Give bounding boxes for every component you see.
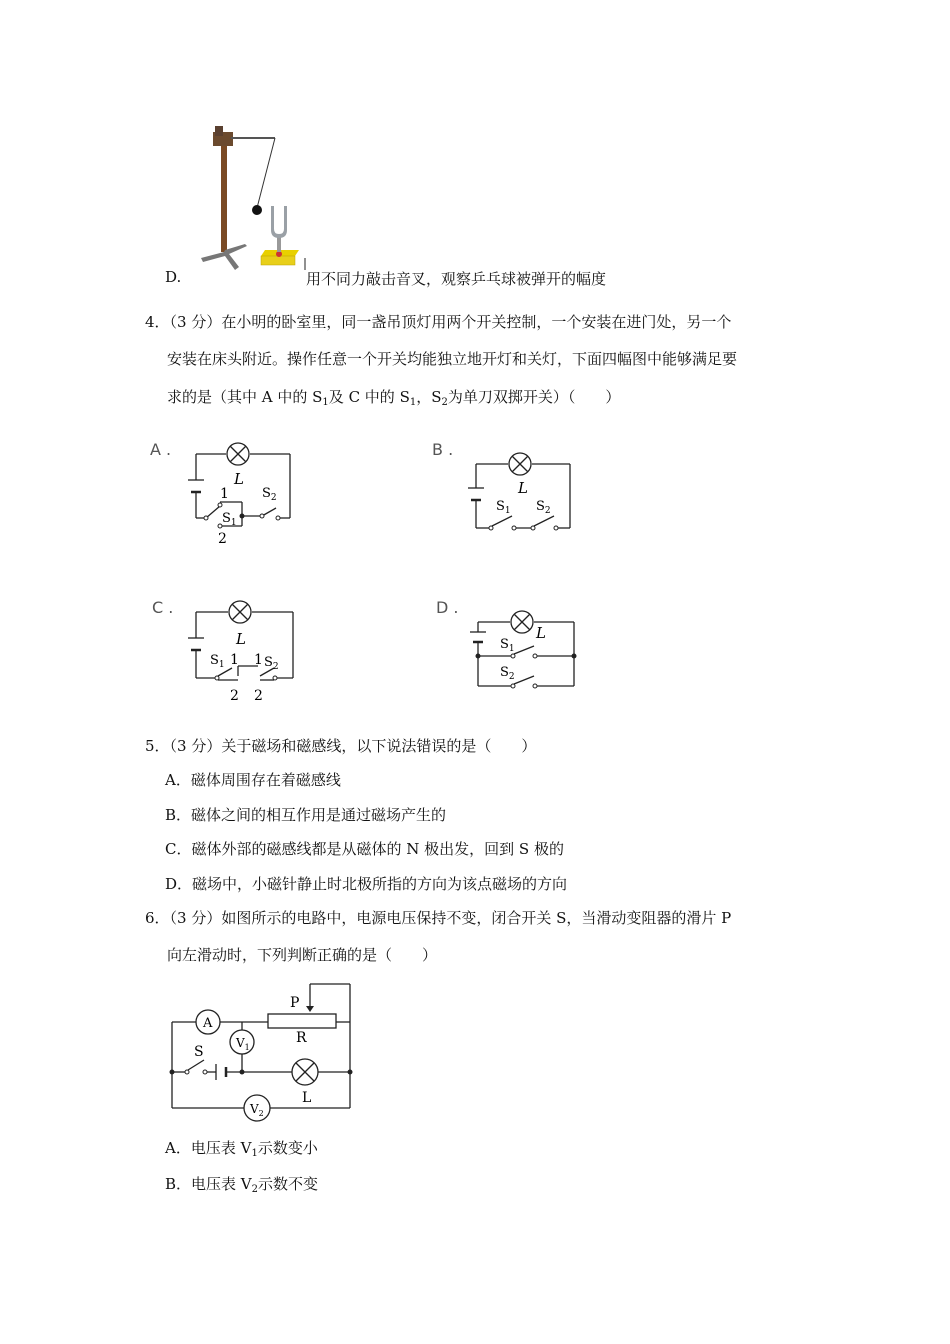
tuning-fork-apparatus-figure: [195, 124, 310, 270]
svg-text:S2: $S_2$: [262, 486, 277, 503]
q3-option-d-text: 用不同力敲击音叉，观察乒乓球被弹开的幅度: [306, 270, 607, 288]
q4-option-c-label: C .: [152, 598, 174, 617]
svg-text:S2: $S_2$: [500, 665, 515, 682]
svg-text:S2: $S_2$: [536, 499, 551, 516]
q6-option-b: B．电压表 $V_2$示数不变: [165, 1175, 319, 1195]
q4-circuit-d: [462, 602, 582, 692]
q6-option-a: A．电压表 $V_1$示数变小: [165, 1139, 318, 1159]
q4-circuit-b: [460, 446, 580, 534]
svg-text:2: 2: [230, 688, 239, 704]
svg-text:S1: $S_1$: [210, 653, 225, 670]
svg-text:A: A: [203, 1016, 213, 1031]
svg-text:L: L: [234, 470, 244, 488]
q5-option-a: A．磁体周围存在着磁感线: [165, 771, 341, 789]
q5-option-b: B．磁体之间的相互作用是通过磁场产生的: [165, 806, 447, 824]
question-6: [145, 908, 825, 968]
q4-option-d-label: D .: [436, 598, 459, 617]
svg-text:L: L: [302, 1090, 312, 1106]
q4-option-a-label: A .: [150, 440, 172, 459]
q4-stem-line1: 4．（3 分）在小明的卧室里，同一盏吊顶灯用两个开关控制，一个安装在进门处，另一个: [145, 313, 732, 331]
q6-stem-line1: 6．（3 分）如图所示的电路中，电源电压保持不变，闭合开关 S，当滑动变阻器的滑片 P: [145, 909, 732, 927]
q4-stem-line2: 安装在床头附近。操作任意一个开关均能独立地开灯和关灯，下面四幅图中能够满足要: [167, 350, 738, 368]
svg-text:2: 2: [218, 531, 227, 547]
q4-circuit-a: [180, 436, 300, 548]
svg-text:V1: $V_1$: [236, 1036, 250, 1052]
svg-text:R: R: [296, 1030, 307, 1046]
q6-circuit: [160, 980, 365, 1122]
svg-text:S2: $S_2$: [264, 655, 279, 672]
question-5: [145, 736, 825, 896]
svg-text:1: 1: [230, 652, 239, 668]
svg-text:S1: $S_1$: [500, 637, 515, 654]
svg-text:1: 1: [220, 486, 229, 502]
svg-text:1: 1: [254, 652, 263, 668]
svg-text:S1: $S_1$: [222, 511, 237, 528]
svg-text:L: L: [518, 479, 528, 497]
q5-stem: 5．（3 分）关于磁场和磁感线，以下说法错误的是（ ）: [145, 737, 537, 755]
svg-text:P: P: [290, 995, 300, 1011]
svg-text:L: L: [536, 624, 546, 642]
q6-stem-line2: 向左滑动时，下列判断正确的是（ ）: [167, 946, 438, 964]
q4-stem-line3: 求的是（其中 A 中的 $S_1$及 C 中的 $S_1$，$S_2$为单刀双掷开关）（ ）: [167, 388, 621, 408]
q3-option-d-label: D.: [165, 268, 182, 286]
q4-circuit-c: [180, 596, 305, 708]
q5-option-d: D．磁场中，小磁针静止时北极所指的方向为该点磁场的方向: [165, 875, 568, 893]
q5-option-c: C．磁体外部的磁感线都是从磁体的 N 极出发，回到 S 极的: [165, 840, 564, 858]
svg-text:2: 2: [254, 688, 263, 704]
question-4: [145, 312, 825, 412]
svg-text:S: S: [194, 1044, 204, 1060]
q4-option-b-label: B .: [432, 440, 454, 459]
svg-text:S1: $S_1$: [496, 499, 511, 516]
svg-text:L: L: [236, 630, 246, 648]
svg-text:V2: $V_2$: [250, 1102, 264, 1118]
